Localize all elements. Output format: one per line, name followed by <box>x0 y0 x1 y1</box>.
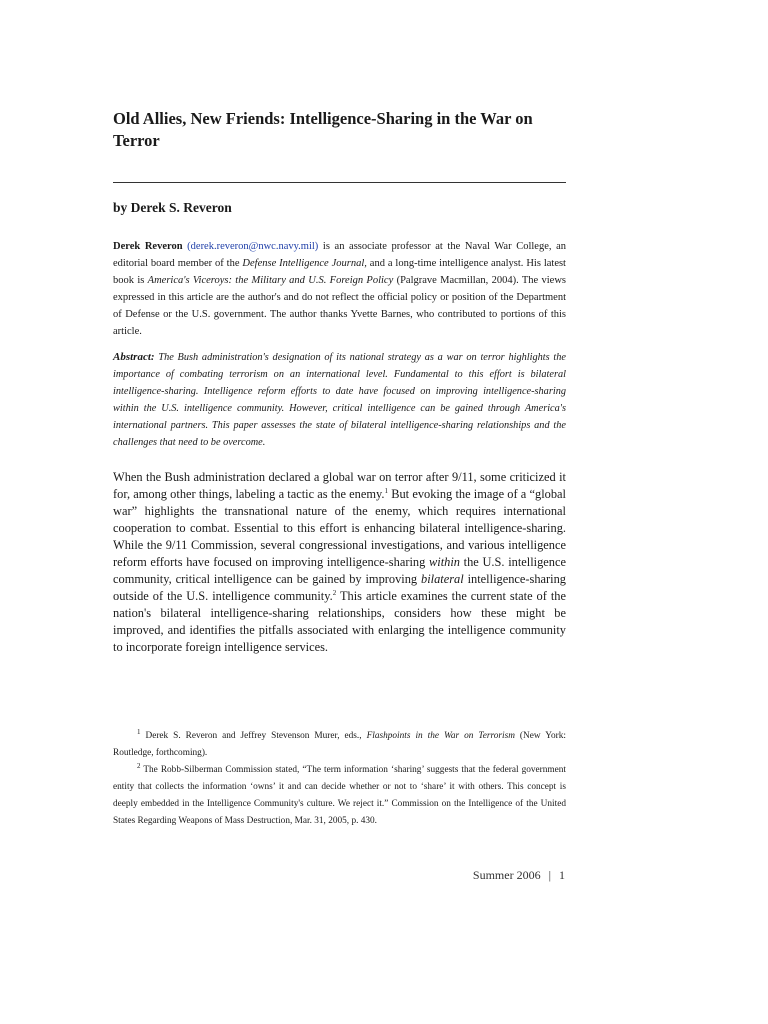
issue-label: Summer 2006 <box>472 868 541 882</box>
footnote-1 <box>113 728 566 762</box>
abstract <box>113 349 566 451</box>
bio-text-3: (Palgrave Macmillan, 2004). The views expressed in this article are the author's and do not reflect the official policy or position of the Department of Defense or the U.S. government. The author thanks Yvette Barnes, who contributed to portions of this article. <box>113 275 566 337</box>
body-paragraph <box>113 469 566 656</box>
footnote-text: The Robb-Silberman Commission stated, “The term information ‘sharing’ suggests that the federal government entity that collects the information ‘owns’ it and can decide whether or not to ‘share’ it with others. This concept is deeply embedded in the Intelligence Community's culture. We reject it.” Commission on the Intelligence of the United States Regarding Weapons of Mass Destruction, Mar. 31, 2005, p. 430. <box>113 765 566 826</box>
bio-text-2: and a long-time intelligence analyst. His latest book is <box>113 258 566 286</box>
footnote-2 <box>113 762 566 830</box>
body-text-4: intelligence-sharing outside of the U.S. intelligence community. <box>113 572 566 603</box>
journal-title: Defense Intelligence Journal, <box>242 258 367 269</box>
article-title: Old Allies, New Friends: Intelligence-Sharing in the War on Terror <box>113 109 533 150</box>
author-bio <box>113 238 566 340</box>
article-content <box>113 108 566 656</box>
footnote-ref-1[interactable]: 1 <box>384 486 389 495</box>
book-title: America's Viceroys: the Military and U.S. Foreign Policy <box>147 275 394 286</box>
abstract-text: The Bush administration's designation of its national strategy as a war on terror highlights the importance of combating terrorism on an international level. Fundamental to this effort is bilateral intelligence-sharing. Intelligence reform efforts to date have focused on improving intelligence-sharing within the U.S. intelligence community. However, critical intelligence can be gained through America's international partners. This paper assesses the state of bilateral intelligence-sharing relationships and the challenges that need to be overcome. <box>113 352 566 448</box>
body-text-3: the U.S. intelligence community, critical intelligence can be gained by improving <box>113 555 566 586</box>
footer-separator: | <box>548 868 551 882</box>
author-name: Derek Reveron <box>113 241 183 252</box>
page-footer <box>473 868 565 883</box>
byline: by Derek S. Reveron <box>113 200 232 215</box>
footnote-number: 1 <box>137 727 141 736</box>
author-email-link[interactable]: (derek.reveron@nwc.navy.mil) <box>187 241 319 252</box>
title-divider <box>113 182 566 183</box>
body-text-5: This article examines the current state of the nation's bilateral intelligence-sharing relationships, considers how these might be improved, and identifies the pitfalls associated with enlarging the intelligence community to incorporate foreign intelligence services. <box>113 589 566 654</box>
page-number: 1 <box>559 868 565 882</box>
footnote-number: 2 <box>137 761 141 770</box>
abstract-label: Abstract: <box>113 351 155 363</box>
footnote-text: (New York: Routledge, forthcoming). <box>113 731 566 758</box>
footnote-book-title: Flashpoints in the War on Terrorism <box>366 731 515 741</box>
footnote-ref-2[interactable]: 2 <box>332 588 337 597</box>
footnotes <box>113 728 566 830</box>
emphasis-within: within <box>428 555 460 569</box>
footnote-text: Derek S. Reveron and Jeffrey Stevenson Murer, eds., <box>140 731 367 741</box>
body-text-1: When the Bush administration declared a global war on terror after 9/11, some criticized it for, among other things, labeling a tactic as the enemy. <box>113 470 566 501</box>
emphasis-bilateral: bilateral <box>421 572 464 586</box>
body-text-2: But evoking the image of a “global war” highlights the transnational nature of the enemy, which requires international cooperation to combat. Essential to this effort is enhancing bilateral intelligence-sharing. While the 9/11 Commission, several congressional investigations, and various intelligence reform efforts have focused on improving intelligence-sharing <box>113 487 566 569</box>
bio-text-1: is an associate professor at the Naval War College, an editorial board member of the <box>113 241 566 269</box>
